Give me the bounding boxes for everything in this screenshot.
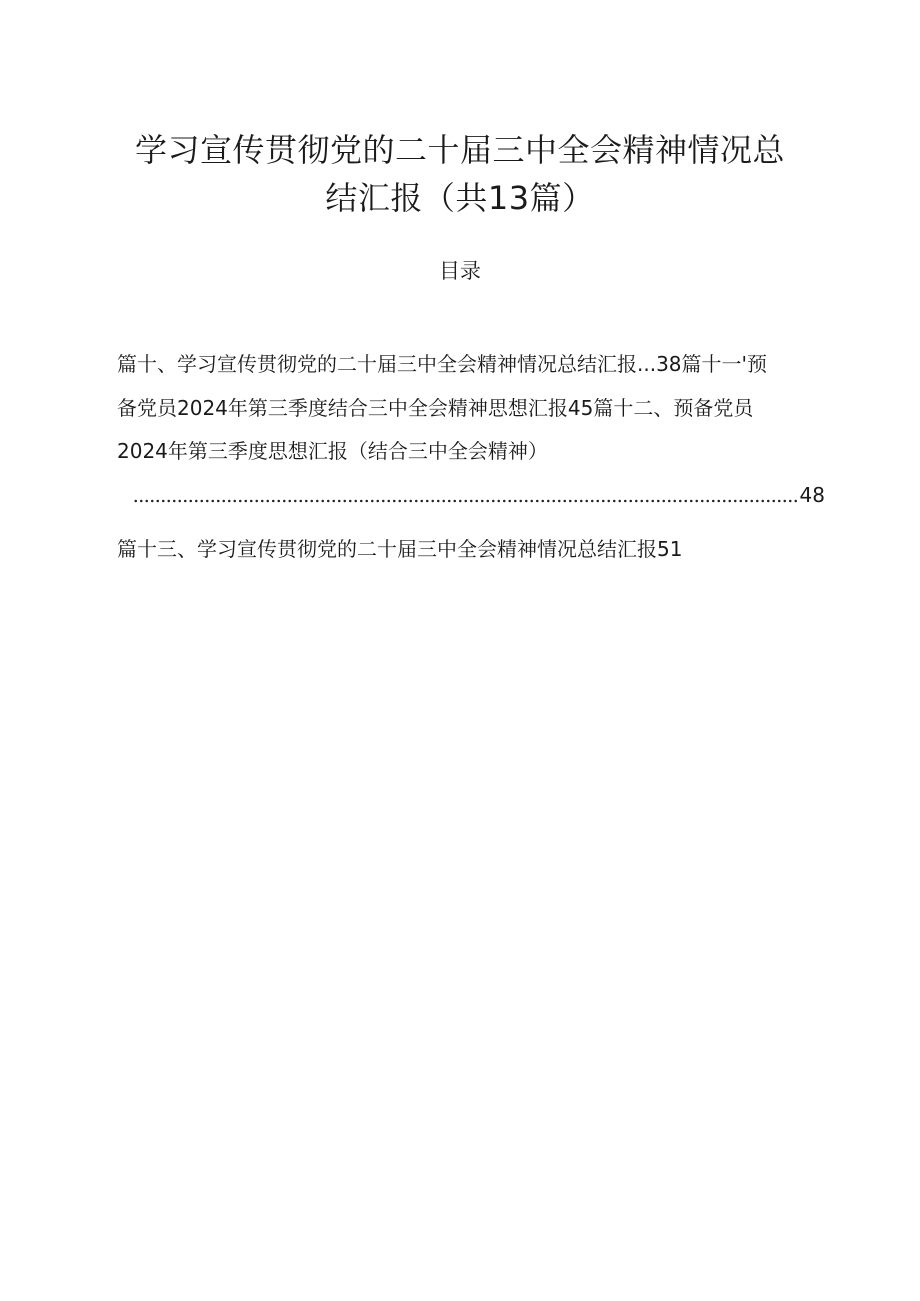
toc-heading: 目录	[439, 259, 481, 283]
toc-entry-line-1: 篇十、学习宣传贯彻党的二十届三中全会精神情况总结汇报...38篇十一'预	[117, 352, 768, 376]
toc-leader-dots	[133, 483, 798, 503]
toc-entry-line-5: 篇十三、学习宣传贯彻党的二十届三中全会精神情况总结汇报51	[117, 537, 683, 561]
document-title-line-2: 结汇报（共13篇）	[325, 179, 595, 217]
toc-leader-row	[133, 480, 825, 510]
toc-entry-line-3: 2024年第三季度思想汇报（结合三中全会精神）	[117, 439, 548, 463]
document-title-line-1: 学习宣传贯彻党的二十届三中全会精神情况总	[134, 131, 785, 169]
toc-page-number: 48	[799, 483, 825, 507]
toc-entry-line-2: 备党员2024年第三季度结合三中全会精神思想汇报45篇十二、预备党员	[117, 396, 754, 420]
